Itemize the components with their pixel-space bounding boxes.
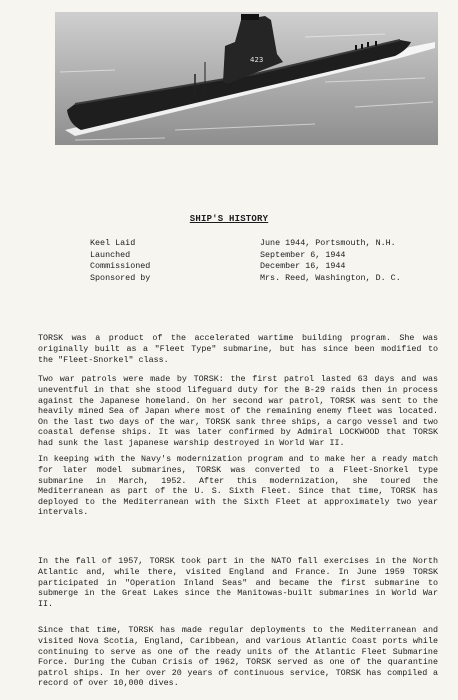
event-commissioned (90, 261, 440, 273)
event-label: Keel Laid (90, 238, 136, 248)
event-keel-laid (90, 238, 440, 250)
event-value: June 1944, Portsmouth, N.H. (260, 238, 396, 248)
submarine-illustration (55, 12, 438, 145)
event-value: December 16, 1944 (260, 261, 346, 271)
history-paragraph-5: Since that time, TORSK has made regular deployments to the Mediterranean and visited Nova Scotia, England, Caribbean, and various Atlantic Coast ports while continuing to serve as one of the ready units of the Atlantic Fleet Submarine Force. During the Cuban Crisis of 1962, TORSK served as one of the quarantine patrol ships. In her over 20 years of continuous service, TORSK has compiled a record of over 10,000 dives. (38, 625, 438, 689)
page-title: SHIP'S HISTORY (189, 214, 269, 224)
hull-number: 423 (250, 56, 264, 64)
submarine-photo (55, 12, 438, 145)
event-label: Launched (90, 249, 131, 260)
event-sponsored-by (90, 273, 440, 285)
event-label: Sponsored by (90, 272, 151, 283)
event-label: Commissioned (90, 261, 151, 271)
event-value: September 6, 1944 (260, 249, 346, 260)
event-value: Mrs. Reed, Washington, D. C. (260, 272, 401, 283)
ship-event-list (90, 238, 440, 284)
history-paragraph-4: In the fall of 1957, TORSK took part in the NATO fall exercises in the North Atlantic and, while there, visited England and France. In June 1959 TORSK participated in "Operation Inland Seas" and became the first submarine to submerge in the Great Lakes since the Manitowas-built submarines in World War II. (38, 556, 438, 609)
history-paragraph-1: TORSK was a product of the accelerated wartime building program. She was originally built as a "Fleet Type" submarine, but has since been modified to the "Fleet-Snorkel" class. (38, 333, 438, 365)
event-launched (90, 250, 440, 262)
history-paragraph-3: In keeping with the Navy's modernization program and to make her a ready match for later model submarines, TORSK was converted to a Fleet-Snorkel type submarine in March, 1952. After this modernization, she toured the Mediterranean as part of the U. S. Sixth Fleet. Since that time, TORSK has deployed to the Mediterranean with the Sixth Fleet at approximately two year intervals. (38, 454, 438, 518)
history-paragraph-2: Two war patrols were made by TORSK: the first patrol lasted 63 days and was uneventful in that she stood lifeguard duty for the B-29 raids then in process against the Japanese homeland. On her second war patrol, TORSK was sent to the heavily mined Sea of Japan where most of the remaining enemy fleet was located. On the last two days of the war, TORSK sank three ships, a cargo vessel and two coastal defense ships. It was later confirmed by Admiral LOCKWOOD that TORSK had sunk the last japanese warship destroyed in World War II. (38, 374, 438, 448)
